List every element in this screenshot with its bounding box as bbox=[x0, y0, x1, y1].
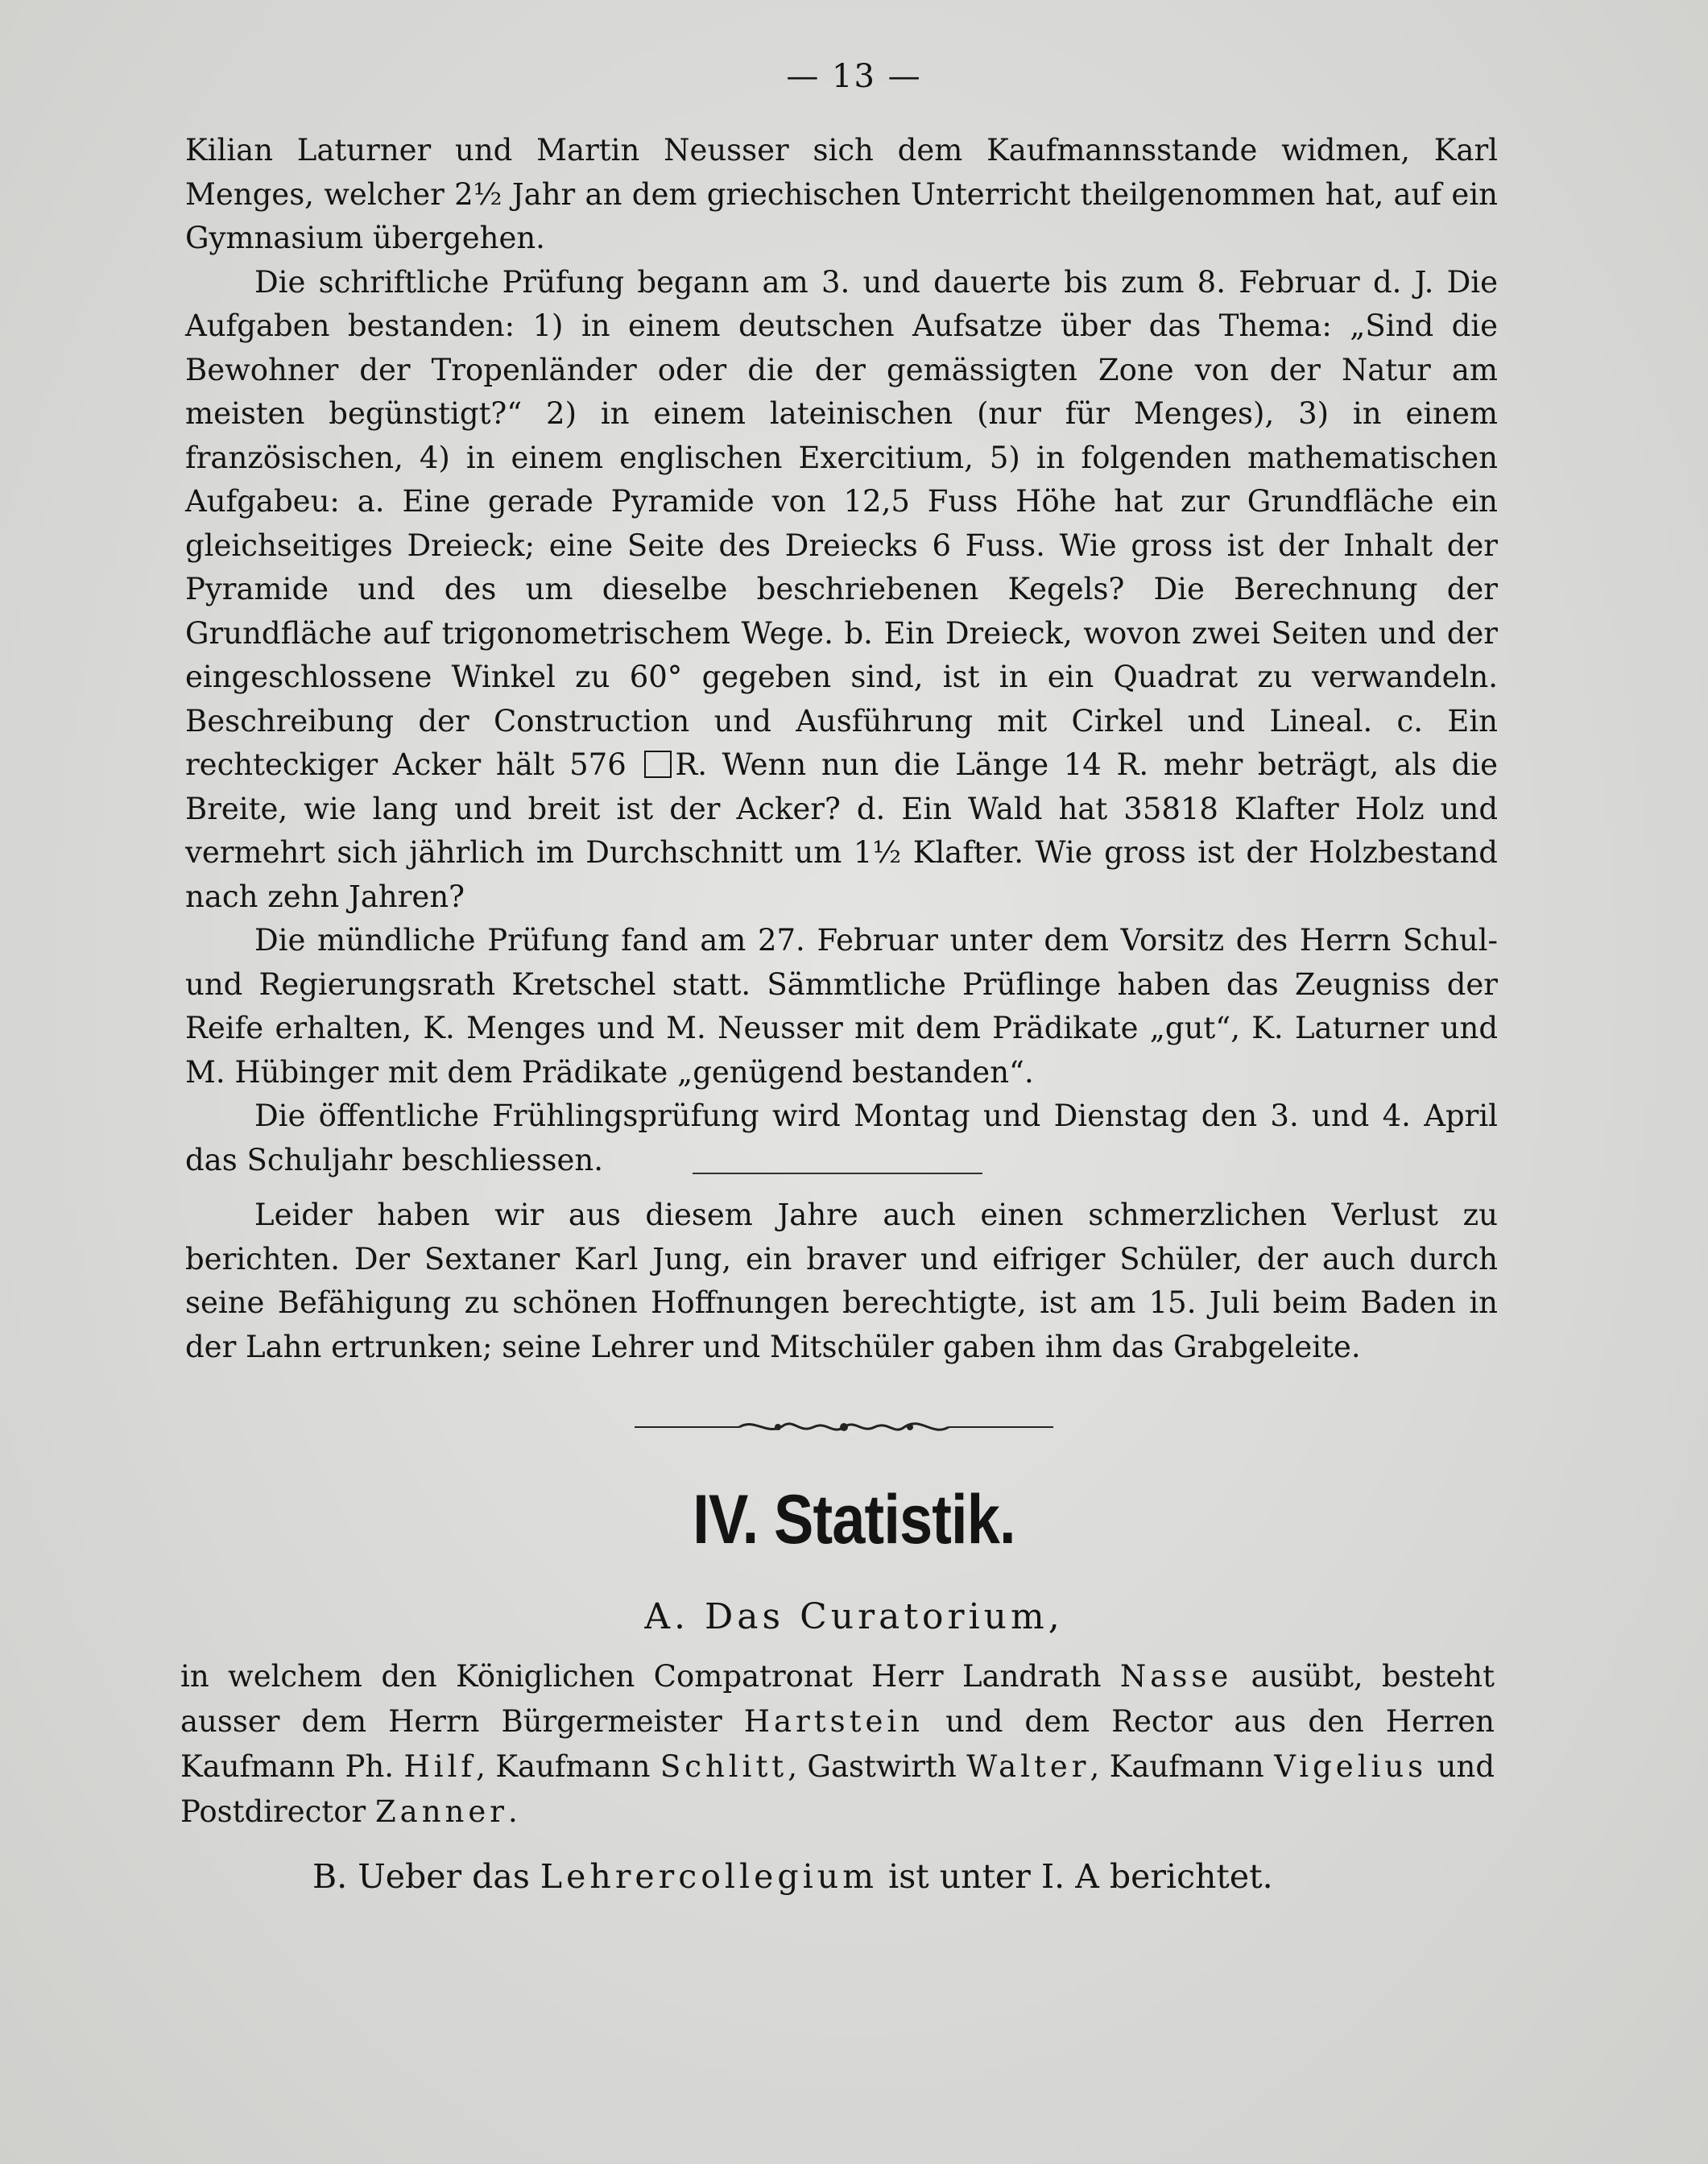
curatorium-text: ausübt, besteht ausser dem Herrn Bürgermeister bbox=[180, 1659, 1495, 1739]
name-nasse: Nasse bbox=[1119, 1659, 1233, 1694]
ornament-divider bbox=[635, 1411, 1053, 1443]
curatorium-text: und dem Rector aus den Herren Kaufmann Ph. bbox=[180, 1704, 1495, 1784]
paragraph-lehrercollegium bbox=[312, 1857, 1273, 1896]
lehrercollegium-term: Lehrercollegium bbox=[540, 1857, 879, 1896]
curatorium-section bbox=[180, 1654, 1495, 1835]
name-schlitt: Schlitt bbox=[660, 1749, 788, 1784]
loss-section bbox=[185, 1194, 1498, 1369]
paragraph-graduates: Kilian Laturner und Martin Neusser sich dem Kaufmannsstande widmen, Karl Menges, welcher 2½ Jahr an dem griechischen Unterricht theilgenommen hat, auf ein Gymnasium übergehen. bbox=[185, 133, 1498, 255]
paragraph-curatorium bbox=[180, 1654, 1495, 1835]
lehrer-text: B. Ueber das bbox=[312, 1857, 540, 1896]
section-divider-rule bbox=[693, 1173, 982, 1174]
paragraph-oral-exam: Die mündliche Prüfung fand am 27. Februar unter dem Vorsitz des Herrn Schul- und Regierungsrath Kretschel statt. Sämmtliche Prüflinge haben das Zeugniss der Reife erhalten, K. Menges und M. Neusser mit dem Prädikate „gut“, K. Laturner und M. Hübinger mit dem Prädikate „genügend bestanden“. bbox=[185, 923, 1498, 1090]
curatorium-text: , Kaufmann bbox=[1090, 1749, 1275, 1784]
subsection-heading: A. Das Curatorium, bbox=[644, 1596, 1064, 1637]
name-hilf: Hilf bbox=[403, 1749, 477, 1784]
paragraph-spring-exam: Die öffentliche Frühlingsprüfung wird Montag und Dienstag den 3. und 4. April das Schuljahr beschliessen. bbox=[185, 1099, 1498, 1177]
lehrer-text: ist unter I. A berichtet. bbox=[878, 1857, 1273, 1896]
curatorium-text: . bbox=[507, 1794, 518, 1829]
page-number: — 13 — bbox=[786, 58, 922, 95]
paragraph-written-exam bbox=[185, 261, 1498, 920]
curatorium-text: in welchem den Königlichen Compatronat Herr Landrath bbox=[180, 1659, 1120, 1694]
section-heading: IV. Statistik. bbox=[693, 1481, 1015, 1558]
name-zanner: Zanner bbox=[374, 1794, 508, 1829]
curatorium-text: , Gastwirth bbox=[788, 1749, 967, 1784]
written-exam-text: Die schriftliche Prüfung begann am 3. und dauerte bis zum 8. Februar d. J. Die Aufgaben bestanden: 1) in einem deutschen Aufsatze über das Thema: „Sind die Bewohner der Tropenländer oder die der gemässigten Zone von der Natur am meisten begünstigt?“ 2) in einem lateinischen (nur für Menges), 3) in einem französischen, 4) in einem englischen Exercitium, 5) in folgenden mathematischen Aufgabeu: a. Eine gerade Pyramide von 12,5 Fuss Höhe hat zur Grundfläche ein gleichseitiges Dreieck; eine Seite des Dreiecks 6 Fuss. Wie gross ist der Inhalt der Pyramide und des um dieselbe beschriebenen Kegels? Die Berechnung der Grundfläche auf trigonometrischem Wege. b. Ein Dreieck, wovon zwei Seiten und der eingeschlossene Winkel zu 60° gegeben sind, ist in ein Quadrat zu verwandeln. Beschreibung der Construction und Ausführung mit Cirkel und Lineal. c. Ein rechteckiger Acker hält 576 bbox=[185, 264, 1498, 782]
name-walter: Walter bbox=[966, 1749, 1090, 1784]
name-hartstein: Hartstein bbox=[743, 1704, 924, 1739]
square-symbol bbox=[644, 751, 672, 778]
paragraph-loss: Leider haben wir aus diesem Jahre auch einen schmerzlichen Verlust zu berichten. Der Sextaner Karl Jung, ein braver und eifriger Schüler, der auch durch seine Befähigung zu schönen Hoffnungen berechtigte, ist am 15. Juli beim Baden in der Lahn ertrunken; seine Lehrer und Mitschüler gaben ihm das Grabgeleite. bbox=[185, 1198, 1498, 1364]
report-section bbox=[185, 129, 1498, 1182]
curatorium-text: , Kaufmann bbox=[476, 1749, 660, 1784]
curatorium-text: und Postdirector bbox=[180, 1749, 1495, 1829]
written-exam-text-cont: R. Wenn nun die Länge 14 R. mehr beträgt, als die Breite, wie lang und breit ist der Acker? d. Ein Wald hat 35818 Klafter Holz und vermehrt sich jährlich im Durchschnitt um 1½ Klafter. Wie gross ist der Holzbestand nach zehn Jahren? bbox=[185, 747, 1499, 914]
name-vigelius: Vigelius bbox=[1274, 1749, 1428, 1784]
